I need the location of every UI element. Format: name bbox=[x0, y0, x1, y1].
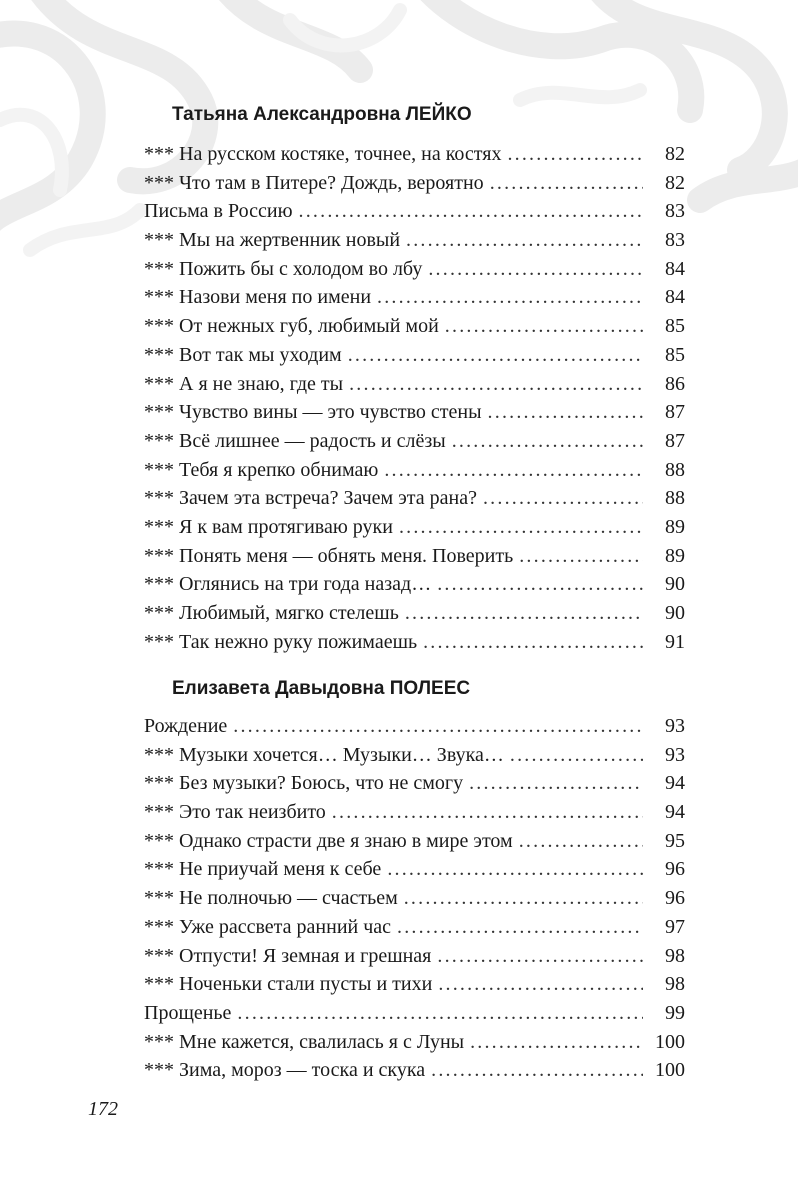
toc-entry-page: 88 bbox=[665, 487, 685, 510]
toc-entry-title: *** Уже рассвета ранний час bbox=[144, 915, 392, 938]
toc-entry-title: *** Ноченьки стали пусты и тихи bbox=[144, 973, 433, 996]
toc-entry bbox=[144, 573, 685, 602]
toc-entry bbox=[144, 1059, 685, 1088]
toc-leader-dots bbox=[348, 344, 643, 367]
toc-leader-dots bbox=[406, 229, 643, 252]
toc-entry-title: *** Без музыки? Боюсь, что не смогу bbox=[144, 772, 464, 795]
toc-entry-page: 94 bbox=[665, 772, 685, 795]
toc-leader-dots bbox=[437, 573, 643, 596]
toc-entry bbox=[144, 344, 685, 373]
toc-entry bbox=[144, 401, 685, 430]
toc-entry-page: 86 bbox=[665, 372, 685, 395]
toc-list-polees bbox=[144, 715, 685, 1088]
toc-leader-dots bbox=[488, 401, 643, 424]
toc-entry-title: *** Оглянись на три года назад… bbox=[144, 573, 432, 596]
toc-entry bbox=[144, 229, 685, 258]
toc-leader-dots bbox=[299, 200, 643, 223]
toc-entry-page: 89 bbox=[665, 515, 685, 538]
toc-entry bbox=[144, 258, 685, 287]
toc-entry bbox=[144, 1002, 685, 1031]
toc-entry-page: 98 bbox=[665, 944, 685, 967]
toc-leader-dots bbox=[404, 887, 643, 910]
toc-entry bbox=[144, 772, 685, 801]
toc-entry bbox=[144, 801, 685, 830]
section-heading-polees: Елизавета Давыдовна ПОЛЕЕС bbox=[172, 678, 471, 699]
toc-entry bbox=[144, 973, 685, 1002]
toc-entry-title: *** Однако страсти две я знаю в мире этом bbox=[144, 829, 513, 852]
toc-entry-title: *** А я не знаю, где ты bbox=[144, 372, 344, 395]
toc-entry bbox=[144, 631, 685, 660]
toc-entry-title: *** Зачем эта встреча? Зачем эта рана? bbox=[144, 487, 477, 510]
toc-leader-dots bbox=[452, 430, 643, 453]
toc-entry-title: *** Я к вам протягиваю руки bbox=[144, 515, 393, 538]
toc-leader-dots bbox=[423, 631, 643, 654]
toc-entry-page: 93 bbox=[665, 743, 685, 766]
toc-entry bbox=[144, 887, 685, 916]
toc-entry-page: 89 bbox=[665, 544, 685, 567]
toc-entry bbox=[144, 143, 685, 172]
toc-entry bbox=[144, 172, 685, 201]
toc-entry-page: 83 bbox=[665, 200, 685, 223]
toc-entry-page: 98 bbox=[665, 973, 685, 996]
toc-entry bbox=[144, 744, 685, 773]
toc-leader-dots bbox=[397, 916, 643, 939]
toc-entry-page: 82 bbox=[665, 171, 685, 194]
toc-entry-page: 85 bbox=[665, 343, 685, 366]
toc-entry-page: 87 bbox=[665, 401, 685, 424]
toc-leader-dots bbox=[349, 373, 643, 396]
toc-entry bbox=[144, 516, 685, 545]
toc-entry-page: 95 bbox=[665, 829, 685, 852]
toc-entry-title: *** Тебя я крепко обнимаю bbox=[144, 458, 379, 481]
toc-entry-title: *** Так нежно руку пожимаешь bbox=[144, 630, 418, 653]
toc-entry-page: 84 bbox=[665, 257, 685, 280]
toc-entry-page: 97 bbox=[665, 915, 685, 938]
toc-entry-title: *** Музыки хочется… Музыки… Звука… bbox=[144, 743, 504, 766]
toc-entry-title: Прощенье bbox=[144, 1001, 232, 1024]
toc-entry-page: 90 bbox=[665, 573, 685, 596]
toc-entry-title: Рождение bbox=[144, 715, 228, 737]
toc-entry-title: *** Отпусти! Я земная и грешная bbox=[144, 944, 432, 967]
toc-leader-dots bbox=[332, 801, 643, 824]
toc-entry-title: *** Пожить бы с холодом во лбу bbox=[144, 257, 423, 280]
toc-entry-title: *** На русском костяке, точнее, на костях bbox=[144, 143, 502, 165]
toc-entry-title: *** Чувство вины — это чувство стены bbox=[144, 401, 482, 424]
toc-entry-page: 82 bbox=[665, 143, 685, 165]
toc-entry-title: *** Назови меня по имени bbox=[144, 286, 372, 309]
toc-leader-dots bbox=[483, 487, 643, 510]
toc-entry bbox=[144, 858, 685, 887]
toc-entry bbox=[144, 916, 685, 945]
toc-entry-title: *** Любимый, мягко стелешь bbox=[144, 602, 399, 624]
toc-entry bbox=[144, 1031, 685, 1060]
toc-entry bbox=[144, 602, 685, 631]
toc-leader-dots bbox=[507, 143, 643, 166]
toc-entry bbox=[144, 945, 685, 974]
toc-entry bbox=[144, 545, 685, 574]
toc-entry-page: 87 bbox=[665, 429, 685, 452]
toc-leader-dots bbox=[431, 1059, 643, 1082]
toc-entry bbox=[144, 200, 685, 229]
toc-entry-title: *** Что там в Питере? Дождь, вероятно bbox=[144, 171, 484, 194]
toc-entry-page: 94 bbox=[665, 801, 685, 824]
toc-entry bbox=[144, 715, 685, 744]
toc-entry-title: *** Мне кажется, свалилась я с Луны bbox=[144, 1030, 465, 1053]
toc-leader-dots bbox=[428, 258, 643, 281]
toc-leader-dots bbox=[377, 286, 643, 309]
toc-entry-page: 96 bbox=[665, 887, 685, 910]
toc-list-leiko bbox=[144, 143, 685, 659]
toc-entry bbox=[144, 830, 685, 859]
toc-entry bbox=[144, 286, 685, 315]
toc-leader-dots bbox=[233, 715, 643, 738]
toc-entry-page: 100 bbox=[655, 1059, 685, 1082]
toc-leader-dots bbox=[445, 315, 643, 338]
toc-entry-title: *** От нежных губ, любимый мой bbox=[144, 315, 439, 338]
section-heading-leiko: Татьяна Александровна ЛЕЙКО bbox=[172, 104, 472, 125]
toc-entry-title: Письма в Россию bbox=[144, 200, 293, 223]
toc-entry bbox=[144, 430, 685, 459]
toc-entry-page: 93 bbox=[665, 715, 685, 737]
toc-entry-page: 100 bbox=[655, 1030, 685, 1053]
page-number: 172 bbox=[88, 1098, 118, 1120]
toc-entry bbox=[144, 315, 685, 344]
toc-leader-dots bbox=[237, 1002, 643, 1025]
toc-entry-page: 91 bbox=[665, 630, 685, 653]
toc-leader-dots bbox=[384, 459, 643, 482]
toc-entry-page: 96 bbox=[665, 858, 685, 881]
toc-entry bbox=[144, 373, 685, 402]
toc-leader-dots bbox=[399, 516, 643, 539]
toc-leader-dots bbox=[490, 172, 643, 195]
toc-entry bbox=[144, 487, 685, 516]
toc-entry-title: *** Мы на жертвенник новый bbox=[144, 229, 401, 252]
toc-entry-page: 85 bbox=[665, 315, 685, 338]
toc-entry-title: *** Зима, мороз — тоска и скука bbox=[144, 1059, 426, 1082]
toc-entry-title: *** Всё лишнее — радость и слёзы bbox=[144, 429, 446, 452]
toc-leader-dots bbox=[469, 772, 643, 795]
toc-leader-dots bbox=[470, 1031, 643, 1054]
toc-entry-page: 84 bbox=[665, 286, 685, 309]
toc-entry-page: 99 bbox=[665, 1001, 685, 1024]
toc-entry-page: 90 bbox=[665, 602, 685, 624]
toc-entry-title: *** Вот так мы уходим bbox=[144, 343, 342, 366]
toc-leader-dots bbox=[387, 858, 643, 881]
toc-entry-title: *** Не приучай меня к себе bbox=[144, 858, 382, 881]
toc-leader-dots bbox=[510, 744, 643, 767]
toc-leader-dots bbox=[519, 545, 643, 568]
toc-leader-dots bbox=[519, 830, 643, 853]
toc-leader-dots bbox=[405, 602, 643, 625]
toc-entry-title: *** Понять меня — обнять меня. Поверить bbox=[144, 544, 514, 567]
toc-entry-page: 83 bbox=[665, 229, 685, 252]
toc-entry-page: 88 bbox=[665, 458, 685, 481]
toc-entry bbox=[144, 459, 685, 488]
toc-leader-dots bbox=[437, 945, 643, 968]
toc-entry-title: *** Не полночью — счастьем bbox=[144, 887, 398, 910]
toc-entry-title: *** Это так неизбито bbox=[144, 801, 326, 824]
toc-leader-dots bbox=[438, 973, 643, 996]
